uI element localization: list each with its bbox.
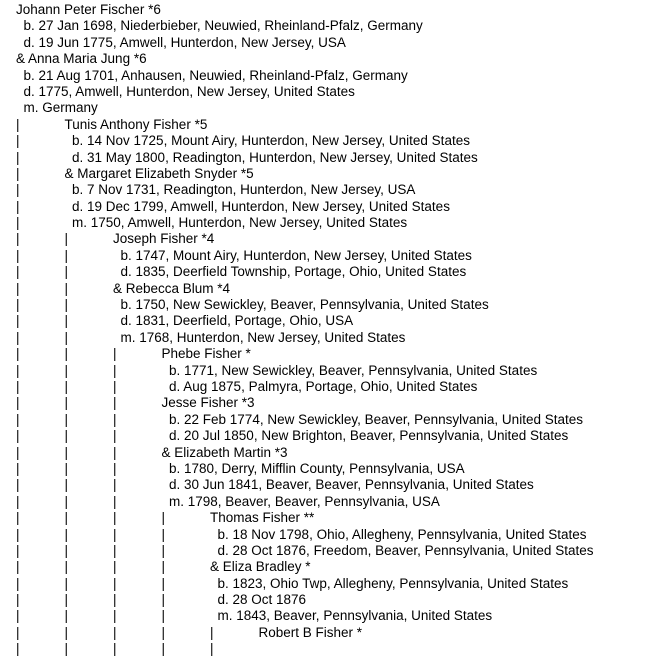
spouse-line: | & Margaret Elizabeth Snyder *5 (16, 165, 254, 181)
death-line: | | | | d. 28 Oct 1876, Freedom, Beaver, Pennsylvania, United States (16, 542, 594, 558)
death-line: | d. 31 May 1800, Readington, Hunterdon, New Jersey, United States (16, 149, 478, 165)
death-line: | | | | d. 28 Oct 1876 (16, 592, 307, 608)
birth-line: | | | | b. 1823, Ohio Twp, Allegheny, Pennsylvania, United States (16, 575, 569, 591)
spouse-line: | | & Rebecca Blum *4 (16, 280, 231, 296)
marriage-line: | | | | m. 1843, Beaver, Pennsylvania, United States (16, 608, 493, 624)
birth-line: | | b. 1747, Mount Airy, Hunterdon, New Jersey, United States (16, 247, 472, 263)
birth-line: | | b. 1750, New Sewickley, Beaver, Pennsylvania, United States (16, 297, 489, 313)
marriage-line: | m. 1750, Amwell, Hunterdon, New Jersey, United States (16, 215, 408, 231)
death-line: | | | d. Aug 1875, Palmyra, Portage, Ohio, United States (16, 378, 478, 394)
person-line: | | | | Thomas Fisher ** (16, 510, 315, 526)
birth-line: b. 27 Jan 1698, Niederbieber, Neuwied, Rheinland-Pfalz, Germany (16, 18, 423, 34)
death-line: | | d. 1835, Deerfield Township, Portage, Ohio, United States (16, 264, 467, 280)
birth-line: | | | | b. 18 Nov 1798, Ohio, Allegheny, Pennsylvania, United States (16, 526, 587, 542)
birth-line: | b. 7 Nov 1731, Readington, Hunterdon, New Jersey, USA (16, 182, 416, 198)
person-line: Johann Peter Fischer *6 (16, 2, 161, 17)
spouse-line: & Anna Maria Jung *6 (16, 51, 147, 67)
marriage-line: | | | m. 1798, Beaver, Beaver, Pennsylvania, USA (16, 493, 440, 509)
birth-line: | | | b. 22 Feb 1774, New Sewickley, Beaver, Pennsylvania, United States (16, 411, 583, 427)
death-line: | | | d. 20 Jul 1850, New Brighton, Beaver, Pennsylvania, United States (16, 428, 569, 444)
birth-line: | | | b. 1771, New Sewickley, Beaver, Pennsylvania, United States (16, 362, 538, 378)
pipes-line: | | | | | (16, 641, 259, 657)
marriage-line: | | m. 1768, Hunterdon, New Jersey, United States (16, 329, 406, 345)
death-line: | | d. 1831, Deerfield, Portage, Ohio, USA (16, 313, 354, 329)
death-line: d. 1775, Amwell, Hunterdon, New Jersey, United States (16, 83, 355, 99)
person-line: | | | | | Robert B Fisher * (16, 624, 363, 640)
person-line: | | | Jesse Fisher *3 (16, 395, 255, 411)
death-line: | d. 19 Dec 1799, Amwell, Hunterdon, New Jersey, United States (16, 198, 450, 214)
birth-line: | | | b. 1780, Derry, Mifflin County, Pennsylvania, USA (16, 460, 465, 476)
person-line: | | | Phebe Fisher * (16, 346, 251, 362)
spouse-line: | | | & Elizabeth Martin *3 (16, 444, 288, 460)
marriage-line: m. Germany (16, 100, 98, 116)
person-line: | Tunis Anthony Fisher *5 (16, 116, 208, 132)
birth-line: | b. 14 Nov 1725, Mount Airy, Hunterdon, New Jersey, United States (16, 133, 470, 149)
death-line: d. 19 Jun 1775, Amwell, Hunterdon, New Jersey, USA (16, 34, 346, 50)
spouse-line: | | | | & Eliza Bradley * (16, 559, 311, 575)
person-line: | | Joseph Fisher *4 (16, 231, 215, 247)
death-line: | | | d. 30 Jun 1841, Beaver, Beaver, Pennsylvania, United States (16, 477, 534, 493)
birth-line: b. 21 Aug 1701, Anhausen, Neuwied, Rheinland-Pfalz, Germany (16, 67, 408, 83)
